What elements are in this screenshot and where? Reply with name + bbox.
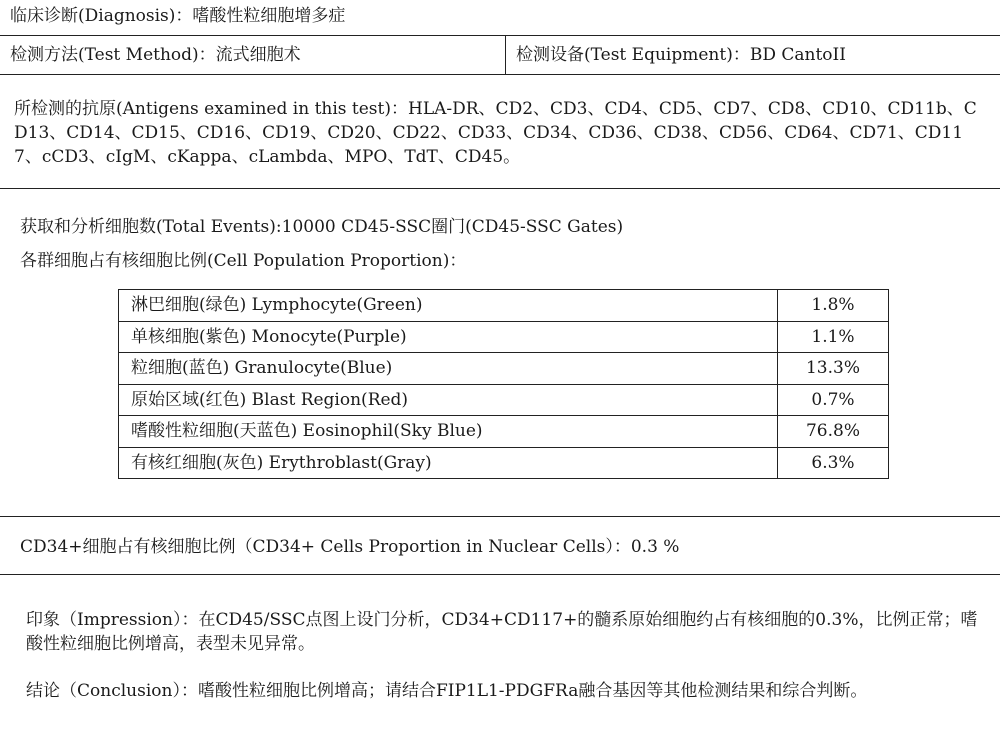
divider (0, 574, 1000, 575)
population-label: 有核红细胞(灰色) Erythroblast(Gray) (119, 447, 778, 479)
table-row (119, 353, 889, 385)
population-table (118, 289, 889, 479)
divider (0, 188, 1000, 189)
table-row (119, 447, 889, 479)
population-heading: 各群细胞占有核细胞比例(Cell Population Proportion)： (20, 251, 467, 271)
population-value: 1.8% (778, 290, 889, 322)
table-row (119, 321, 889, 353)
population-value: 1.1% (778, 321, 889, 353)
population-label: 粒细胞(蓝色) Granulocyte(Blue) (119, 353, 778, 385)
population-value: 13.3% (778, 353, 889, 385)
column-divider (505, 35, 506, 74)
conclusion-paragraph: 结论（Conclusion）：嗜酸性粒细胞比例增高；请结合FIP1L1-PDGFRa融合基因等其他检测结果和综合判断。 (26, 681, 868, 701)
table-row (119, 384, 889, 416)
test-method: 检测方法(Test Method)：流式细胞术 (10, 45, 301, 65)
antigens-paragraph: 所检测的抗原(Antigens examined in this test)：HLA-DR、CD2、CD3、CD4、CD5、CD7、CD8、CD10、CD11b、CD13、CD14、CD15、CD16、CD19、CD20、CD22、CD33、CD34、CD36、CD38、CD56、CD64、CD71、CD117、cCD3、cIgM、cKappa、cLambda、MPO、TdT、CD45。 (14, 99, 977, 167)
test-equipment: 检测设备(Test Equipment)：BD CantoII (516, 45, 846, 65)
table-row (119, 290, 889, 322)
divider (0, 516, 1000, 517)
diagnosis-line: 临床诊断(Diagnosis)：嗜酸性粒细胞增多症 (10, 6, 346, 26)
population-label: 嗜酸性粒细胞(天蓝色) Eosinophil(Sky Blue) (119, 416, 778, 448)
divider (0, 74, 1000, 75)
population-label: 单核细胞(紫色) Monocyte(Purple) (119, 321, 778, 353)
total-events: 获取和分析细胞数(Total Events):10000 CD45-SSC圈门(CD45-SSC Gates) (20, 217, 624, 237)
population-value: 76.8% (778, 416, 889, 448)
population-label: 淋巴细胞(绿色) Lymphocyte(Green) (119, 290, 778, 322)
population-value: 6.3% (778, 447, 889, 479)
cd34-proportion: CD34+细胞占有核细胞比例（CD34+ Cells Proportion in Nuclear Cells）：0.3 % (20, 537, 680, 557)
population-value: 0.7% (778, 384, 889, 416)
table-row (119, 416, 889, 448)
impression-paragraph: 印象（Impression）：在CD45/SSC点图上设门分析，CD34+CD117+的髓系原始细胞约占有核细胞的0.3%，比例正常；嗜酸性粒细胞比例增高，表型未见异常。 (26, 610, 978, 654)
divider (0, 35, 1000, 36)
population-label: 原始区域(红色) Blast Region(Red) (119, 384, 778, 416)
